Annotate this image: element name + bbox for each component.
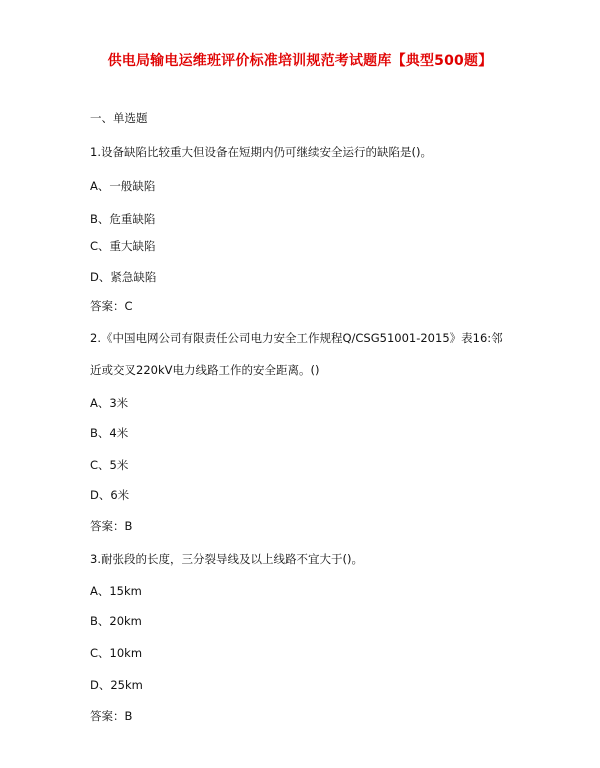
question-2-text-line-2: 近或交叉220kV电力线路工作的安全距离。() [90, 363, 320, 377]
question-1-option-a: A、一般缺陷 [90, 179, 156, 193]
section-heading: 一、单选题 [90, 111, 148, 125]
question-2-option-d: D、6米 [90, 488, 130, 502]
question-3-option-c: C、10km [90, 646, 143, 660]
question-3-text: 3.耐张段的长度，三分裂导线及以上线路不宜大于()。 [90, 552, 363, 566]
question-3-option-a: A、15km [90, 584, 142, 598]
question-2-option-b: B、4米 [90, 426, 129, 440]
question-1-text: 1.设备缺陷比较重大但设备在短期内仍可继续安全运行的缺陷是()。 [90, 145, 432, 159]
question-3-answer: 答案：B [90, 709, 133, 723]
document-title: 供电局输电运维班评价标准培训规范考试题库【典型500题】 [107, 53, 493, 69]
question-1-option-b: B、危重缺陷 [90, 212, 156, 226]
question-2-option-a: A、3米 [90, 396, 129, 410]
question-1-option-c: C、重大缺陷 [90, 239, 156, 253]
question-3-option-b: B、20km [90, 614, 142, 628]
question-2-option-c: C、5米 [90, 458, 129, 472]
question-1-option-d: D、紧急缺陷 [90, 270, 157, 284]
question-3-option-d: D、25km [90, 678, 143, 692]
question-2-text-line-1: 2.《中国电网公司有限责任公司电力安全工作规程Q/CSG51001-2015》表16:邻 [90, 331, 503, 345]
question-1-answer: 答案：C [90, 299, 133, 313]
question-2-answer: 答案：B [90, 519, 133, 533]
